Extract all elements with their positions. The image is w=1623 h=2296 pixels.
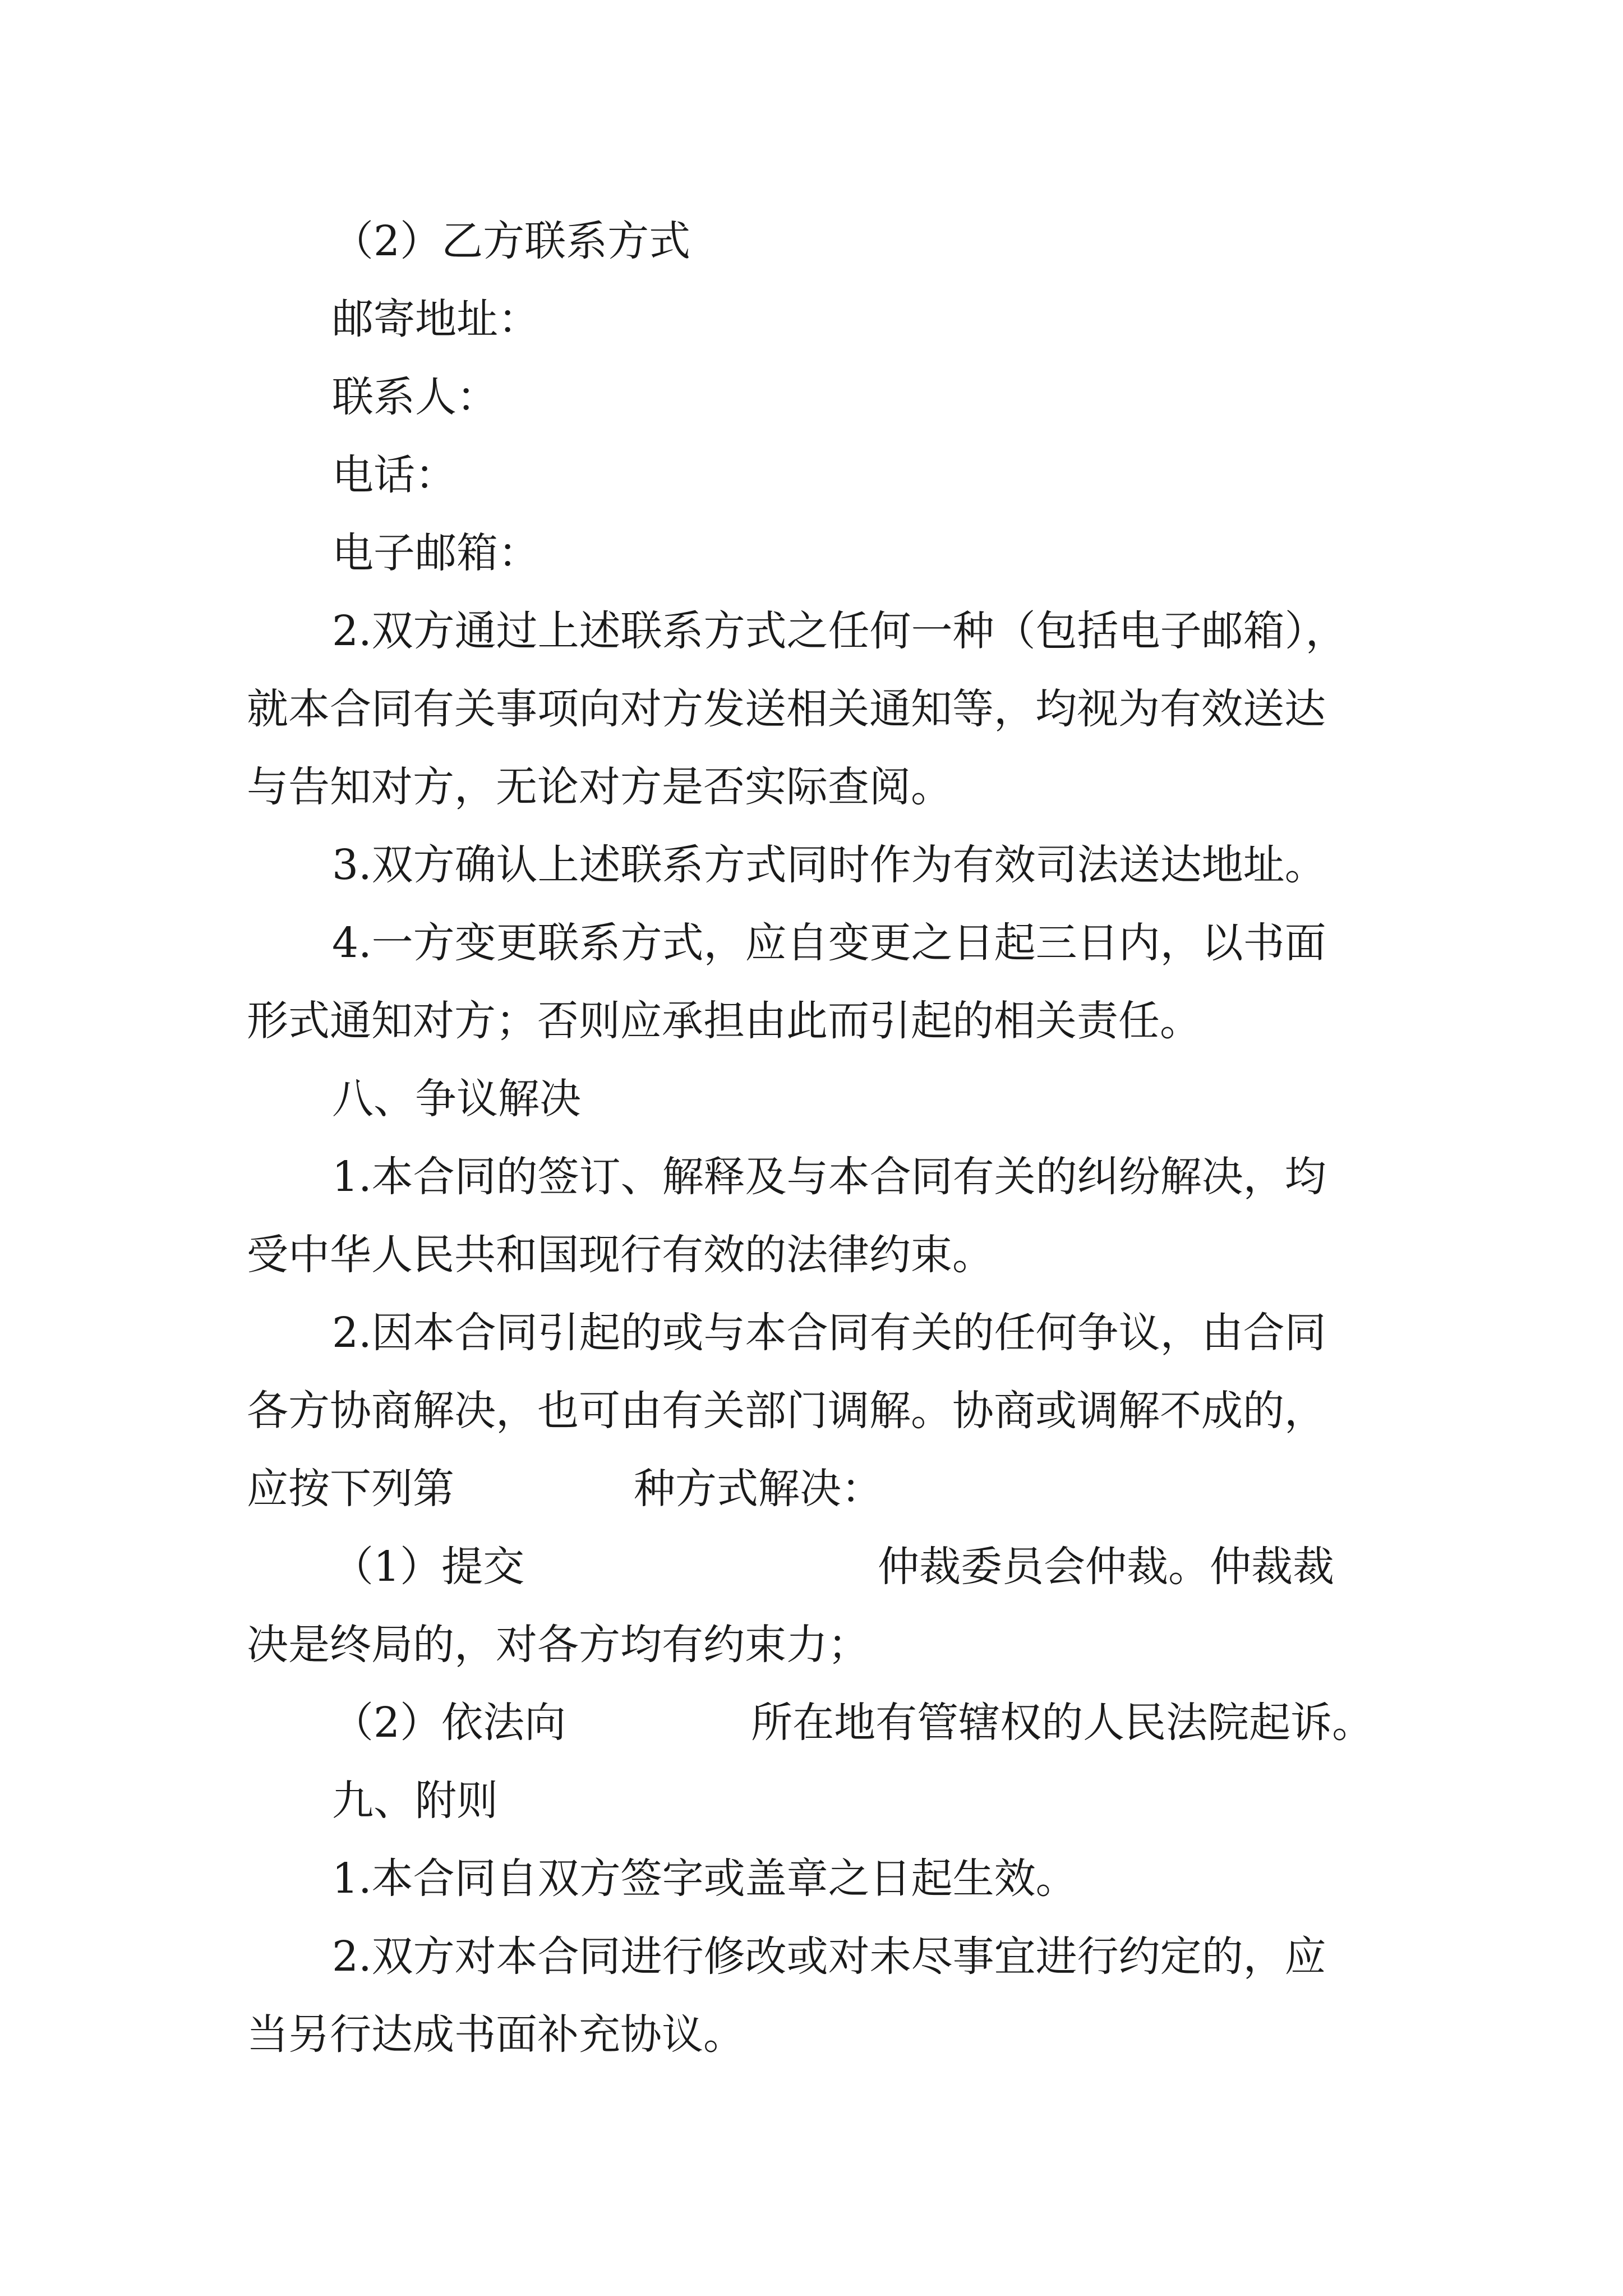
email-label: 电子邮箱： xyxy=(332,529,540,577)
phone-label: 电话： xyxy=(332,451,457,499)
clause-2-text: 就本合同有关事项向对方发送相关通知等，均视为有效送达 xyxy=(247,685,1326,733)
dispute-clause-2-text: 2.因本合同引起的或与本合同有关的任何争议，由合同 xyxy=(332,1309,1326,1357)
dispute-clause-1-text: 1.本合同的签订、解释及与本合同有关的纠纷解决，均 xyxy=(332,1153,1326,1201)
litigation-option-line: （2）依法向 所在地有管辖权的人民法院起诉。 xyxy=(332,1699,1374,1747)
dispute-clause-1-text: 受中华人民共和国现行有效的法律约束。 xyxy=(247,1231,994,1279)
clause-2-text: 2.双方通过上述联系方式之任何一种（包括电子邮箱）， xyxy=(332,607,1347,655)
clause-4-text: 形式通知对方；否则应承担由此而引起的相关责任。 xyxy=(247,997,1201,1045)
appendix-clause-2-text: 2.双方对本合同进行修改或对未尽事宜进行约定的，应 xyxy=(332,1932,1326,1981)
clause-4-text: 4.一方变更联系方式，应自变更之日起三日内，以书面 xyxy=(332,919,1326,967)
clause-3-text: 3.双方确认上述联系方式同时作为有效司法送达地址。 xyxy=(332,841,1326,889)
party-b-contact-heading: （2）乙方联系方式 xyxy=(332,217,691,265)
appendix-clause-1-text: 1.本合同自双方签字或盖章之日起生效。 xyxy=(332,1855,1077,1903)
clause-2-text: 与告知对方，无论对方是否实际查阅。 xyxy=(247,763,952,811)
arbitration-option-text: 决是终局的，对各方均有约束力； xyxy=(247,1621,869,1669)
appendix-clause-2-text: 当另行达成书面补充协议。 xyxy=(247,2010,745,2059)
arbitration-option-line: （1）提交 仲裁委员会仲裁。仲裁裁 xyxy=(332,1543,1335,1591)
dispute-method-line: 应按下列第 种方式解决： xyxy=(247,1465,883,1513)
section-8-heading: 八、争议解决 xyxy=(332,1075,581,1123)
contact-person-label: 联系人： xyxy=(332,373,498,421)
mailing-address-label: 邮寄地址： xyxy=(332,295,540,343)
dispute-clause-2-text: 各方协商解决，也可由有关部门调解。协商或调解不成的， xyxy=(247,1387,1326,1435)
section-9-heading: 九、附则 xyxy=(332,1777,498,1825)
